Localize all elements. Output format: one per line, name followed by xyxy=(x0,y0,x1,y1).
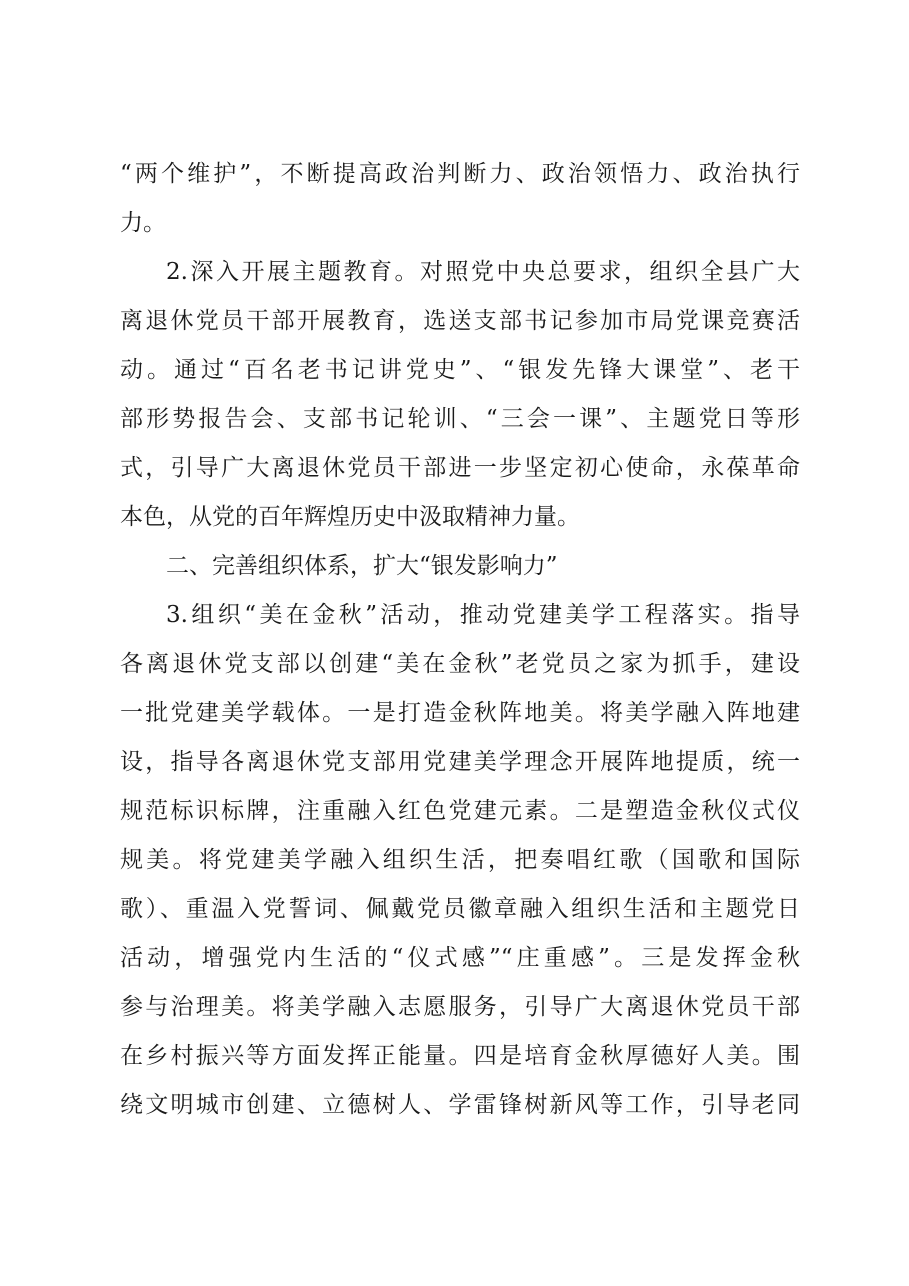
paragraph-3-line-6: 规美。将党建美学融入组织生活，把奏唱红歌（国歌和国际 xyxy=(120,847,800,873)
paragraph-2-line-5: 式，引导广大离退休党员干部进一步坚定初心使命，永葆革命 xyxy=(120,455,800,481)
paragraph-3-line-10: 在乡村振兴等方面发挥正能量。四是培育金秋厚德好人美。围 xyxy=(120,1043,800,1069)
paragraph-2-line-3: 动。通过“百名老书记讲党史”、“银发先锋大课堂”、老干 xyxy=(120,357,800,383)
paragraph-3-line-9: 参与治理美。将美学融入志愿服务，引导广大离退休党员干部 xyxy=(120,994,800,1020)
paragraph-3-line-1: 3.组织“美在金秋”活动，推动党建美学工程落实。指导 xyxy=(166,602,800,628)
paragraph-1-line-1: “两个维护”，不断提高政治判断力、政治领悟力、政治执行 xyxy=(120,161,800,187)
paragraph-3-line-11: 绕文明城市创建、立德树人、学雷锋树新风等工作，引导老同 xyxy=(120,1092,800,1118)
paragraph-3-line-5: 规范标识标牌，注重融入红色党建元素。二是塑造金秋仪式仪 xyxy=(120,798,800,824)
section-heading: 二、完善组织体系，扩大“银发影响力” xyxy=(166,553,558,579)
paragraph-3-line-2: 各离退休党支部以创建“美在金秋”老党员之家为抓手，建设 xyxy=(120,651,800,677)
paragraph-2-line-1: 2.深入开展主题教育。对照党中央总要求，组织全县广大 xyxy=(166,259,800,285)
paragraph-3-line-4: 设，指导各离退休党支部用党建美学理念开展阵地提质，统一 xyxy=(120,749,800,775)
paragraph-1-line-2: 力。 xyxy=(120,210,166,236)
paragraph-3-line-3: 一批党建美学载体。一是打造金秋阵地美。将美学融入阵地建 xyxy=(120,700,800,726)
paragraph-2-line-4: 部形势报告会、支部书记轮训、“三会一课”、主题党日等形 xyxy=(120,406,800,432)
paragraph-3-line-7: 歌）、重温入党誓词、佩戴党员徽章融入组织生活和主题党日 xyxy=(120,896,800,922)
paragraph-3-line-8: 活动，增强党内生活的“仪式感”“庄重感”。三是发挥金秋 xyxy=(120,945,800,971)
paragraph-2-line-6: 本色，从党的百年辉煌历史中汲取精神力量。 xyxy=(120,504,580,530)
document-body xyxy=(120,150,800,1130)
paragraph-2-line-2: 离退休党员干部开展教育，选送支部书记参加市局党课竞赛活 xyxy=(120,308,800,334)
